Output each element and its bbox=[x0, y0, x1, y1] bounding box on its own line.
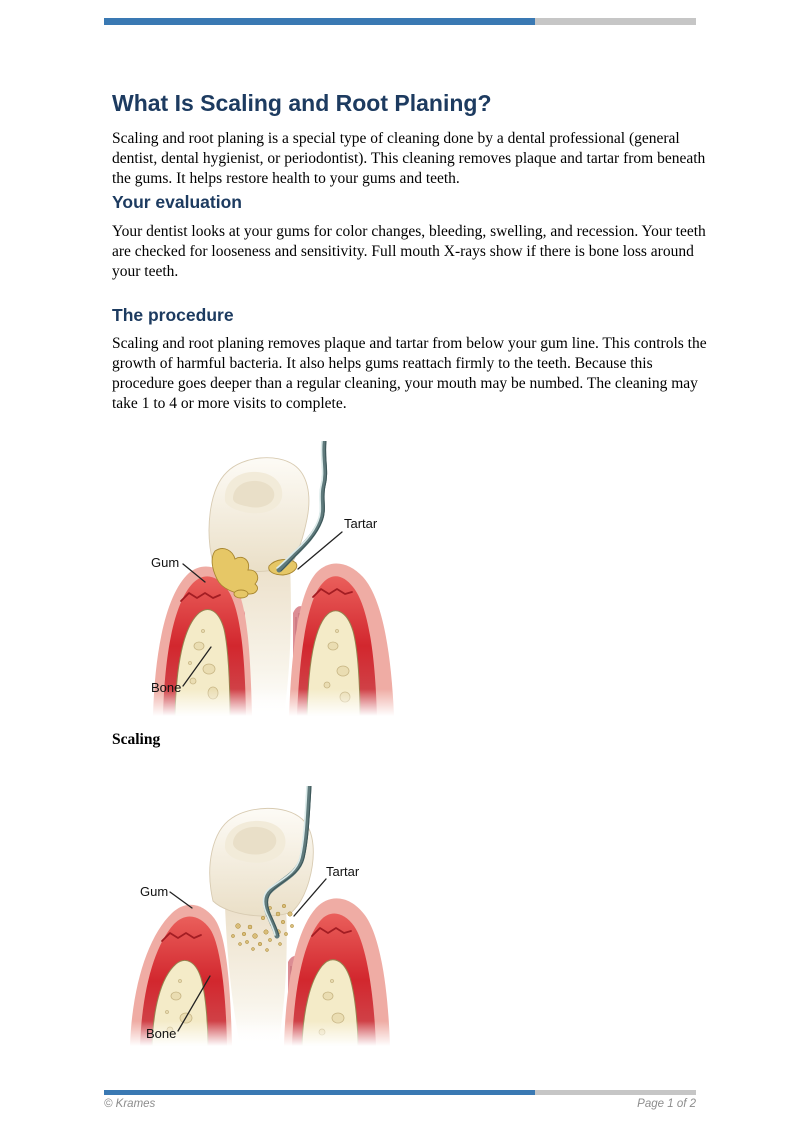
page-indicator: Page 1 of 2 bbox=[637, 1098, 696, 1110]
header-accent-bar-blue bbox=[104, 18, 535, 25]
gum-label: Gum bbox=[151, 555, 180, 570]
footer-accent-bar-blue bbox=[104, 1090, 535, 1095]
section-heading-evaluation: Your evaluation bbox=[112, 192, 242, 212]
section-heading-procedure: The procedure bbox=[112, 305, 234, 325]
bone-label: Bone bbox=[146, 1026, 177, 1041]
tartar-label: Tartar bbox=[326, 864, 360, 879]
figure-scaling bbox=[145, 441, 398, 716]
section-body-procedure: Scaling and root planing removes plaque and tartar from below your gum line. This controls the growth of harmful bacteria. It also helps gums reattach firmly to the teeth. Because this procedure goes deeper than a regular cleaning, your mouth may be numbed. The cleaning may take 1 to 4 or more visits to complete. bbox=[112, 335, 707, 412]
header-accent-bar bbox=[104, 18, 696, 25]
footer-accent-bar bbox=[104, 1090, 696, 1095]
section-body-evaluation: Your dentist looks at your gums for color changes, bleeding, swelling, and recession. Your teeth are checked for looseness and sensitivity. Full mouth X-rays show if there is bone loss around your teeth. bbox=[112, 223, 706, 280]
bone-label: Bone bbox=[151, 680, 182, 695]
tartar-label: Tartar bbox=[344, 516, 378, 531]
gum-label: Gum bbox=[140, 884, 169, 899]
bottom-fade bbox=[145, 689, 398, 716]
figure-root-planing bbox=[120, 786, 400, 1046]
page-title: What Is Scaling and Root Planing? bbox=[112, 90, 492, 116]
figure-caption: Scaling bbox=[112, 731, 161, 748]
intro-paragraph: Scaling and root planing is a special type of cleaning done by a dental professional (general dentist, dental hygienist, or periodontist). This cleaning removes plaque and tartar from beneath the gums. It helps restore health to your gums and teeth. bbox=[112, 130, 706, 187]
copyright-text: © Krames bbox=[104, 1098, 156, 1110]
